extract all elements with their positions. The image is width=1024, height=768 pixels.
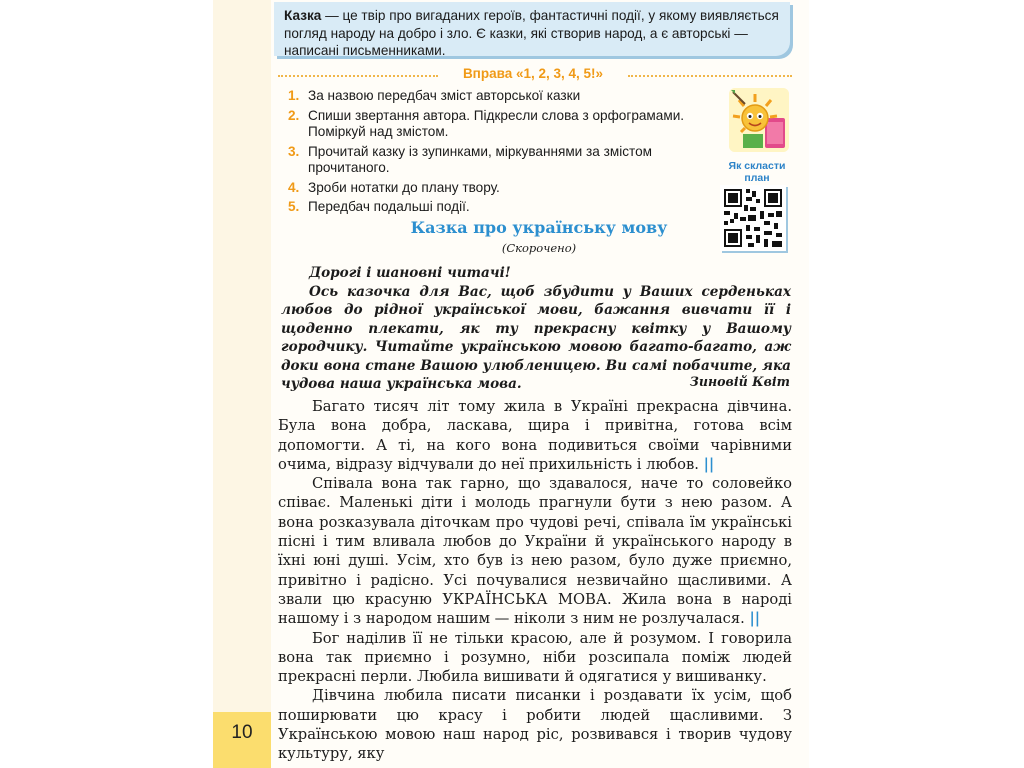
paragraph-text: Дівчина любила писати писанки і роздавати їх усім, щоб поширювати цю красу і робити людей щасливими. З Українською мовою наш народ ріс, розвивався і творив чудову культуру, яку [278, 687, 792, 763]
task-text: Зроби нотатки до плану твору. [308, 179, 500, 195]
story-paragraph [278, 629, 792, 687]
paragraph-text: Багато тисяч літ тому жила в Україні прекрасна дівчина. Була вона добра, ласкава, щира і привітна, готова всім допомогти. А ті, на кого вона подивиться своїми чарівними очима, відразу відчували до неї прихильність і любов. [278, 398, 792, 473]
task-item [288, 199, 718, 216]
exercise-title: Вправа «1, 2, 3, 4, 5!» [440, 66, 626, 81]
paragraph-text: Співала вона так гарно, що здавалося, наче то соловейко співає. Маленькі діти і молодь прагнули бути з нею разом. А вона розказувала діточкам про чудові речі, співала їм українські пісні і тим вливала любов до України й українського народу в їхні юні душі. Усім, хто був із нею разом, було дуже приємно, привітно і радісно. Усі почувалися незвичайно щасливими. А звали цю красуню УКРАЇНСЬКА МОВА. Жила вона в народі нашому і з народом нашим — ніколи з ним не розлучалася. [278, 475, 792, 628]
exercise-divider-right [628, 75, 792, 77]
task-item [288, 144, 718, 177]
definition-box [274, 2, 790, 56]
task-number: 2. [288, 107, 300, 123]
definition-term: Казка [284, 8, 322, 23]
task-number: 5. [288, 199, 300, 214]
story-paragraph [278, 686, 792, 763]
author-signature: Зиновій Квіт [689, 374, 790, 389]
story-body [278, 397, 792, 764]
definition-text: — це твір про вигаданих героїв, фантастичні події, у якому виявляється погляд народу на добро і зло. Є казки, які створив народ, а є авторські — написані письменниками. [284, 8, 779, 58]
exercise-task-list [288, 88, 718, 219]
sun-character-illustration [729, 88, 789, 152]
task-item [288, 108, 718, 141]
page-margin-strip [213, 0, 271, 768]
story-subtitle: (Скорочено) [501, 241, 577, 255]
task-text: За назвою передбач зміст авторської казки [308, 88, 581, 103]
paragraph-text: Бог наділив її не тільки красою, але й розумом. І говорила вона так приємно і розумно, ніби розсипала поміж людей прекрасні перли. Любила вишивати й одягатися у вишиванку. [278, 629, 792, 686]
page-number: 10 [231, 722, 253, 743]
reading-pause-mark: || [749, 610, 761, 628]
story-paragraph [278, 397, 792, 474]
task-number: 1. [288, 88, 300, 103]
qr-code[interactable] [720, 185, 786, 251]
task-item [288, 180, 718, 197]
task-text: Спиши звертання автора. Підкресли слова з орфограмами. Поміркуй над змістом. [308, 107, 685, 139]
exercise-divider-left [278, 75, 438, 77]
task-item [288, 88, 718, 105]
story-paragraph [278, 474, 792, 628]
task-text: Передбач подальші події. [308, 199, 470, 214]
address-text: Ось казочка для Вас, щоб збудити у Ваших серденьках любов до рідної української мови, бажання вивчати її і щоденно плекати, як ту прекрасну квітку у Вашому городчику. Читайте українською мовою багато-багато, аж доки вона стане Вашою улюбленицею. Ви самі побачите, яка чудова наша українська мова. [281, 283, 791, 392]
task-text: Прочитай казку із зупинками, міркуваннями за змістом прочитаного. [308, 143, 652, 175]
greeting-line: Дорогі і шановні читачі! [309, 265, 511, 281]
reading-pause-mark: || [703, 455, 715, 473]
plan-help-label: Як скласти план [728, 160, 786, 184]
task-number: 3. [288, 143, 300, 159]
story-title: Казка про українську мову [410, 218, 668, 237]
task-number: 4. [288, 179, 300, 195]
